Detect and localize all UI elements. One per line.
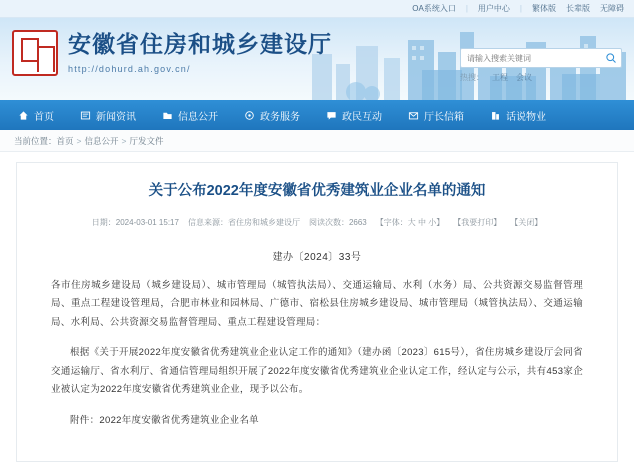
top-utility-bar — [0, 0, 634, 18]
news-icon — [80, 110, 91, 121]
mail-icon — [408, 110, 419, 121]
chat-icon — [326, 110, 337, 121]
nav-item-label: 政务服务 — [260, 111, 300, 123]
search-input-wrap[interactable] — [460, 48, 622, 68]
nav-item-label: 新闻资讯 — [96, 111, 136, 123]
search-hot-tag-2[interactable]: 会议 — [516, 73, 532, 82]
breadcrumb-separator: > — [76, 135, 82, 146]
article-print-button[interactable]: 【我要打印】 — [453, 217, 502, 227]
topbar-item-traditional[interactable]: 繁体版 — [532, 4, 556, 13]
nav-item-label: 厅长信箱 — [424, 111, 464, 123]
article-close-button[interactable]: 【关闭】 — [510, 217, 543, 227]
breadcrumb-prefix: 当前位置： — [14, 135, 57, 146]
article-container — [16, 162, 618, 462]
article-meta — [51, 217, 583, 228]
article-paragraph: 各市住房城乡建设局（城乡建设局）、城市管理局（城管执法局）、交通运输局、水利（水务）局、公共资源交易监督管理局、重点工程建设管理局，合肥市林业和园林局、广德市、宿松县住房城乡建设局、城市管理局（城管执法局）、交通运输局、水利局、公共资源交易监督管理局、重点工程建设管理局： — [51, 279, 583, 328]
article-title: 关于公布2022年度安徽省优秀建筑业企业名单的通知 — [148, 183, 486, 199]
nav-item-label: 首页 — [34, 111, 54, 123]
article-views: 阅读次数：2663 — [308, 217, 367, 227]
search-hot-tag-1[interactable]: 工程 — [492, 73, 508, 82]
nav-item-label: 信息公开 — [178, 111, 218, 123]
main-navigation — [0, 100, 634, 130]
topbar-item-elder[interactable]: 长辈版 — [566, 4, 590, 13]
nav-item-info-disclosure[interactable] — [162, 108, 218, 123]
service-icon — [244, 110, 255, 121]
building-icon — [490, 110, 501, 121]
nav-item-gov-service[interactable] — [244, 108, 300, 123]
breadcrumb-item-info-disclosure[interactable]: 信息公开 — [84, 135, 119, 146]
folder-icon — [162, 110, 173, 121]
topbar-item-accessibility[interactable]: 无障碍 — [600, 4, 624, 13]
article-fontsize-control[interactable]: 【字体：大 中 小】 — [375, 217, 445, 227]
article-body — [51, 277, 583, 431]
search-hot-label: 热搜： — [460, 73, 484, 82]
search-input[interactable] — [465, 53, 605, 64]
breadcrumb-separator: > — [121, 135, 127, 146]
breadcrumb — [0, 130, 634, 152]
topbar-item-user-center[interactable]: 用户中心 — [477, 4, 510, 13]
search-hot-tags — [460, 72, 622, 83]
breadcrumb-item-dept-docs[interactable]: 厅发文件 — [129, 135, 164, 146]
article-source: 信息来源：省住房和城乡建设厅 — [187, 217, 300, 227]
nav-item-director-mailbox[interactable] — [408, 108, 464, 123]
article-date: 日期：2024-03-01 15:17 — [91, 217, 179, 227]
nav-item-public-interaction[interactable] — [326, 108, 382, 123]
nav-item-label: 政民互动 — [342, 111, 382, 123]
site-url: http://dohurd.ah.gov.cn/ — [68, 63, 191, 74]
breadcrumb-item-home[interactable]: 首页 — [56, 135, 74, 146]
site-brand[interactable] — [12, 30, 332, 76]
nav-item-label: 话说物业 — [506, 111, 546, 123]
nav-item-home[interactable] — [18, 108, 54, 123]
search-box — [460, 48, 622, 83]
site-header — [0, 18, 634, 100]
home-icon — [18, 110, 29, 121]
nav-item-news[interactable] — [80, 108, 136, 123]
topbar-divider: | — [519, 4, 522, 13]
government-emblem-icon — [12, 30, 58, 76]
topbar-item-oa[interactable]: OA系统入口 — [412, 4, 456, 13]
article-paragraph: 根据《关于开展2022年度安徽省优秀建筑业企业认定工作的通知》（建办函〔2023〕615号），省住房城乡建设厅会同省交通运输厅、省水利厅、省通信管理局组织开展了2022年度安徽省优秀建筑业企业认定工作，经认定与公示，共有453家企业被认定为2022年度安徽省优秀建筑业企业，现予以公布。 — [51, 347, 583, 396]
article-attachment-link[interactable]: 附件：2022年度安徽省优秀建筑业企业名单 — [70, 414, 259, 426]
nav-item-property-talk[interactable] — [490, 108, 546, 123]
topbar-divider: | — [465, 4, 468, 13]
article-document-number: 建办〔2024〕33号 — [272, 251, 362, 263]
site-title: 安徽省住房和城乡建设厅 — [68, 31, 332, 58]
search-icon[interactable] — [605, 52, 617, 64]
